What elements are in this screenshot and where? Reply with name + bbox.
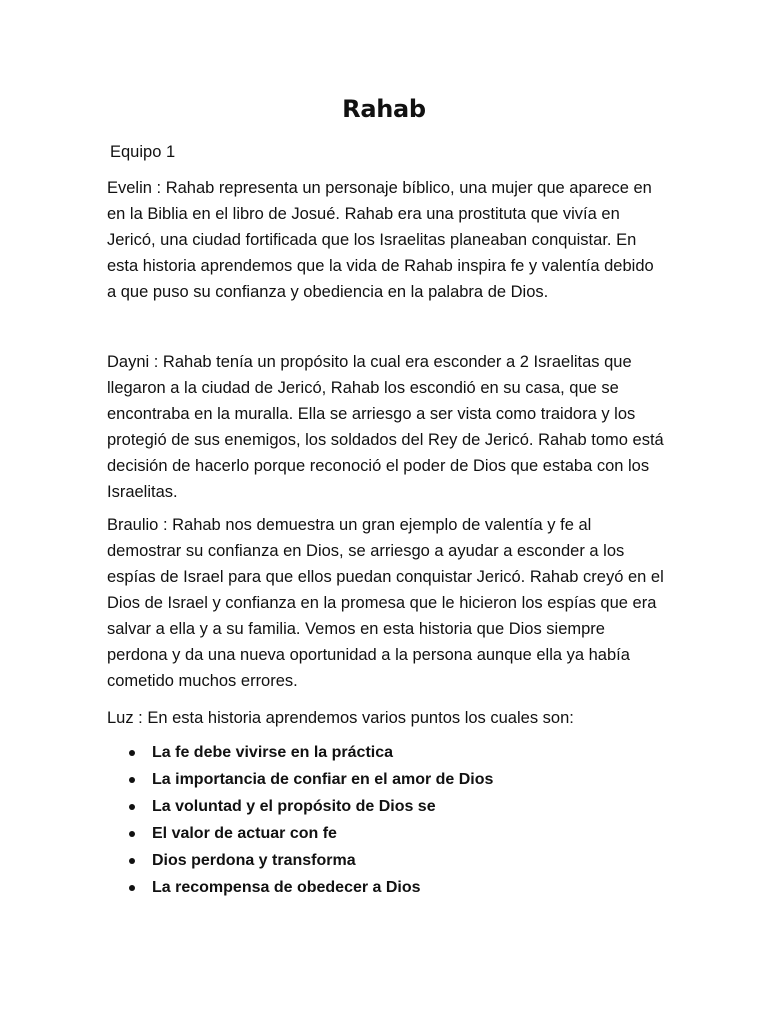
list-item (107, 874, 667, 901)
bullet-icon (129, 804, 135, 810)
list-item-text: Dios perdona y transforma (152, 852, 356, 869)
list-item (107, 793, 667, 820)
team-label: Equipo 1 (110, 143, 176, 161)
paragraph-braulio: Braulio : Rahab nos demuestra un gran ejemplo de valentía y fe al demostrar su confianza en Dios, se arriesgo a ayudar a esconder a los espías de Israel para que ellos puedan conquistar Jericó. Rahab creyó en el Dios de Israel y confianza en la promesa que le hicieron los espías que era salvar a ella y a su familia. Vemos en esta historia que Dios siempre perdona y da una nueva oportunidad a la persona aunque ella ya había cometido muchos errores. (107, 516, 664, 690)
document-title: Rahab (342, 95, 426, 123)
list-item (107, 820, 667, 847)
list-item-text: El valor de actuar con fe (152, 825, 337, 842)
list-item (107, 766, 667, 793)
bullet-icon (129, 750, 135, 756)
list-item (107, 847, 667, 874)
paragraph-evelin: Evelin : Rahab representa un personaje bíblico, una mujer que aparece en en la Biblia en el libro de Josué. Rahab era una prostituta que vivía en Jericó, una ciudad fortificada que los Israelitas planeaban conquistar. En esta historia aprendemos que la vida de Rahab inspira fe y valentía debido a que puso su confianza y obediencia en la palabra de Dios. (107, 179, 654, 301)
list-item-text: La importancia de confiar en el amor de Dios (152, 771, 494, 788)
list-item (107, 739, 667, 766)
paragraph-luz: Luz : En esta historia aprendemos varios puntos los cuales son: (107, 709, 574, 727)
bullet-icon (129, 858, 135, 864)
list-item-text: La recompensa de obedecer a Dios (152, 879, 421, 896)
bullet-icon (129, 831, 135, 837)
list-item-text: La fe debe vivirse en la práctica (152, 744, 394, 761)
paragraph-dayni: Dayni : Rahab tenía un propósito la cual era esconder a 2 Israelitas que llegaron a la ciudad de Jericó, Rahab los escondió en su casa, que se encontraba en la muralla. Ella se arriesgo a ser vista como traidora y los protegió de sus enemigos, los soldados del Rey de Jericó. Rahab tomo está decisión de hacerlo porque reconoció el poder de Dios que estaba con los Israelitas. (107, 353, 664, 501)
list-item-text: La voluntad y el propósito de Dios se (152, 798, 436, 815)
bullet-icon (129, 777, 135, 783)
bullet-icon (129, 885, 135, 891)
points-list (107, 739, 667, 901)
